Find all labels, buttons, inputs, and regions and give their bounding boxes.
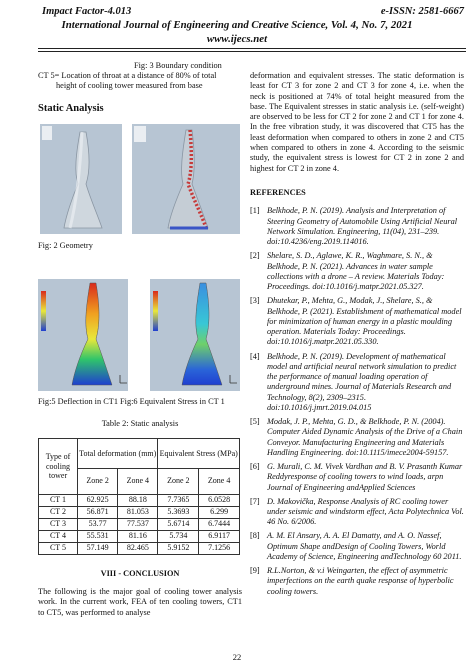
- table-cell: 7.7365: [158, 494, 199, 506]
- table-subheader: Zone 4: [199, 468, 240, 494]
- table-header-deformation: Total deformation (mm): [78, 438, 158, 468]
- table-cell: 6.0528: [199, 494, 240, 506]
- table-cell: 88.18: [118, 494, 158, 506]
- static-analysis-table: [38, 438, 240, 555]
- table-cell: 6.9117: [199, 530, 240, 542]
- running-header: [0, 6, 474, 19]
- header-rule-bottom: [38, 51, 466, 52]
- reference-item: [250, 462, 464, 493]
- reference-item: [250, 352, 464, 414]
- references-list: [250, 206, 464, 597]
- reference-item: [250, 566, 464, 597]
- table-cell: 5.6714: [158, 518, 199, 530]
- table-caption: Table 2: Static analysis: [101, 419, 179, 429]
- table-row: [39, 518, 240, 530]
- fig6-stress-image: [150, 279, 240, 391]
- left-column: [38, 61, 242, 618]
- table-cell: 5.9152: [158, 542, 199, 554]
- table-cell: 56.871: [78, 506, 118, 518]
- table-header-stress: Equivalent Stress (MPa): [158, 438, 240, 468]
- reference-text: Shelare, S. D., Aglawe, K. R., Waghmare, S. N., & Belkhode, P. N. (2021). Advances in water sample collections with a drone – A review. Materials Today: Proceedings. doi:10.1016/j.matpr.2021.05.327.: [267, 251, 445, 292]
- reference-item: [250, 251, 464, 292]
- table-row: [39, 530, 240, 542]
- reference-number: [6]: [250, 462, 260, 472]
- ct5-line-2: height of cooling tower measured from base: [56, 81, 203, 91]
- table-cell: CT 4: [39, 530, 78, 542]
- table-subheader: Zone 2: [158, 468, 199, 494]
- ct5-line-1: CT 5= Location of throat at a distance of 80% of total: [38, 71, 217, 80]
- right-column: [250, 71, 464, 601]
- static-analysis-heading: Static Analysis: [38, 102, 104, 114]
- table-subheader: Zone 4: [118, 468, 158, 494]
- reference-text: D. Makovička, Response Analysis of RC cooling tower under seismic and windstorm effect, Acta Polytechnica Vol. 46 No. 6/2006.: [267, 496, 464, 527]
- reference-text: Modak, J. P., Mehta, G. D., & Belkhode, P. N. (2004). Computer Aided Dynamic Analysis of the Drive of a Chain Conveyor. Manufacturing Engineering and Materials Handling Engineering. doi:10.1115/imece2004-59157.: [267, 417, 463, 457]
- reference-item: [250, 531, 464, 562]
- reference-number: [3]: [250, 296, 260, 306]
- reference-text: Belkhode, P. N. (2019). Analysis and Interpretation of Steering Geometry of Automobile Using Artificial Neural Network Simulation. Engineering, 11(04), 231–239. doi:10.4236/eng.2019.114016.: [267, 206, 458, 247]
- reference-number: [4]: [250, 351, 260, 361]
- journal-site: www.ijecs.net: [206, 33, 268, 45]
- reference-item: [250, 296, 464, 347]
- ct5-definition: [38, 71, 242, 92]
- table-cell: CT 3: [39, 518, 78, 530]
- table-cell: 7.1256: [199, 542, 240, 554]
- page-number: 22: [232, 652, 242, 662]
- header-rule-top: [38, 48, 466, 49]
- fig5-deflection-image: [38, 279, 128, 391]
- table-cell: 81.16: [118, 530, 158, 542]
- reference-number: [1]: [250, 206, 260, 216]
- table-cell: CT 1: [39, 494, 78, 506]
- references-heading: REFERENCES: [250, 187, 306, 197]
- reference-text: G. Murali, C. M. Vivek Vardhan and B. V. Prasanth Kumar Reddyresponse of cooling towers to wind loads, arpn Journal of Engineering andApplied Sciences: [267, 462, 463, 492]
- fig2-caption: Fig: 2 Geometry: [38, 240, 93, 250]
- reference-number: [9]: [250, 566, 260, 576]
- reference-item: [250, 417, 464, 458]
- reference-text: R.L.Norton, & v.i Weingarten, the effect of asymmetric imperfections on the earth quake response of hyperbolic cooling towers.: [267, 566, 454, 596]
- table-cell: 5.734: [158, 530, 199, 542]
- table-cell: 6.7444: [199, 518, 240, 530]
- table-row: [39, 494, 240, 506]
- table-cell: 82.465: [118, 542, 158, 554]
- issn: e-ISSN: 2581-6667: [380, 6, 464, 17]
- fig3-boundary-image: [132, 124, 240, 234]
- reference-number: [2]: [250, 251, 260, 261]
- results-paragraph: deformation and equivalent stresses. The static deformation is least for CT 3 for zone 2 and CT 3 for zone 4, i.e. when the neck is positioned at 74% of total height measured from the base. The Equivalent stresses in static analysis i.e. (self-weight) are observed to be less for CT 2 for zone 2 and CT 1 for zone 4. In the free vibration study, it was discovered that CT5 has the least deformation when compared to others in zone 2 and CT5 when compared to others in zone 4. According to the seismic study, the equivalent stress is lowest for CT 2 in zone 2 and highest for CT 2 in zone 4.: [250, 71, 464, 173]
- table-cell: 81.053: [118, 506, 158, 518]
- table-cell: 5.3693: [158, 506, 199, 518]
- table-cell: 77.537: [118, 518, 158, 530]
- table-header-type: Type of cooling tower: [39, 438, 78, 494]
- conclusion-paragraph: The following is the major goal of cooling tower analysis work. In the current work, FEA of ten cooling towers, CT1 to CT5, was performed to analyse: [38, 587, 242, 617]
- table-row: [39, 506, 240, 518]
- impact-factor: Impact Factor-4.013: [42, 6, 132, 17]
- reference-number: [5]: [250, 417, 260, 427]
- table-cell: CT 5: [39, 542, 78, 554]
- reference-number: [7]: [250, 496, 260, 506]
- table-cell: 55.531: [78, 530, 118, 542]
- reference-number: [8]: [250, 531, 260, 541]
- reference-item: [250, 206, 464, 247]
- table-cell: 6.299: [199, 506, 240, 518]
- conclusion-heading: VIII - CONCLUSION: [100, 568, 180, 578]
- table-cell: 57.149: [78, 542, 118, 554]
- table-row: [39, 542, 240, 554]
- reference-item: [250, 497, 464, 528]
- reference-text: A. M. El Ansary, A. A. El Damatty, and A. O. Nassef, Optimum Shape andDesign of Cooling Towers, World Academy of Science, Engineering andTechnology 60 2011.: [267, 531, 462, 562]
- reference-text: Belkhode, P. N. (2019). Development of mathematical model and artificial neural network simulation to predict the performance of manual loading operation of underground mines. Journal of Materials Research and Technology, 8(2), 2309–2315. doi:10.1016/j.jmrt.2019.04.015: [267, 351, 457, 412]
- fig3-caption: Fig: 3 Boundary condition: [134, 61, 222, 70]
- journal-title: International Journal of Engineering and Creative Science, Vol. 4, No. 7, 2021: [61, 19, 413, 31]
- fig56-caption: Fig:5 Deflection in CT1 Fig:6 Equivalent Stress in CT 1: [38, 397, 225, 407]
- fig2-geometry-image: [40, 124, 122, 234]
- table-cell: 53.77: [78, 518, 118, 530]
- reference-text: Dhutekar, P., Mehta, G., Modak, J., Shelare, S., & Belkhode, P. (2021). Establishment of mathematical model for minimization of human energy in a plastic moulding operation. Materials Today: Proceedings. doi:10.1016/j.matpr.2021.05.330.: [267, 296, 462, 347]
- table-cell: CT 2: [39, 506, 78, 518]
- table-cell: 62.925: [78, 494, 118, 506]
- table-subheader: Zone 2: [78, 468, 118, 494]
